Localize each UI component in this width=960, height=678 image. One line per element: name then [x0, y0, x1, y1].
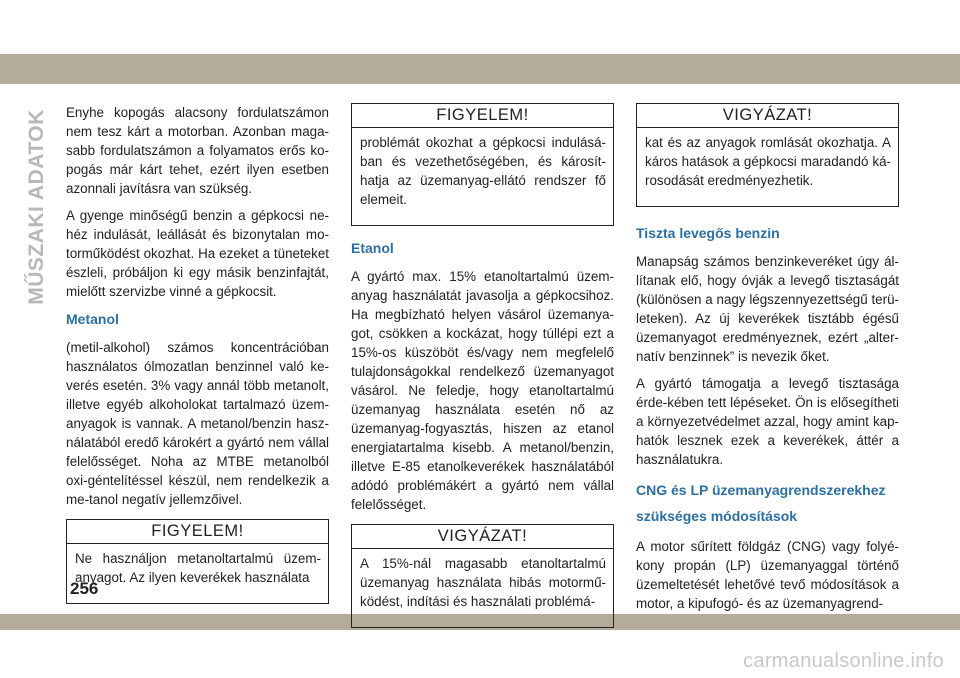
- warning-title: FIGYELEM!: [67, 520, 328, 544]
- heading-etanol: Etanol: [351, 240, 394, 256]
- column-1: [66, 103, 329, 616]
- caution-text: A 15%-nál magasabb etanoltartalmú üzemanyag használata hibás motormű-ködést, indítási és használati problémá-: [360, 556, 606, 609]
- column-2: [351, 103, 614, 640]
- paragraph-metanol: (metil-alkohol) számos koncentrációban használatos ólmozatlan benzinnel való ke-verés esetén. 3% vagy annál több metanolt, illetve egyéb alkoholokat tartalmazó üzem-anyagok is vannak. A metanol/benzin hasz-nálatából eredő károkért a gyártó nem vállal felelősséget. Noha az MTBE metanolból oxi-géntelítéssel készül, nem rendelkezik a me-tanol negatív jellemzőivel.: [66, 340, 329, 507]
- warning-text: problémát okozhat a gépkocsi indulásá-ban és vezethetőségében, és károsít-hatja az üzemanyag-ellátó rendszer fő elemeit.: [360, 135, 606, 207]
- heading-cng-lp: CNG és LP üzemanyagrendszerekhez szükséges módosítások: [636, 482, 886, 524]
- header-band: [0, 54, 960, 84]
- warning-title: FIGYELEM!: [352, 104, 613, 128]
- caution-box-etanol: [351, 524, 614, 628]
- warning-box-metanol: [66, 519, 329, 604]
- caution-title: VIGYÁZAT!: [352, 525, 613, 549]
- section-title: MŰSZAKI ADATOK: [25, 109, 49, 305]
- caution-box-continued: [636, 103, 899, 207]
- column-3: [636, 103, 899, 621]
- section-side-tab: [22, 100, 52, 314]
- heading-clean-air-gasoline: Tiszta levegős benzin: [636, 225, 780, 241]
- watermark: carmanualsonline.info: [743, 650, 944, 672]
- paragraph-knocking: Enyhe kopogás alacsony fordulatszámon nem tesz kárt a motorban. Azonban maga-sabb fordulatszámon a folyamatos erős ko-pogás már kárt tehet, ezért ilyen esetben azonnali javításra van szükség.: [66, 105, 329, 196]
- caution-title: VIGYÁZAT!: [637, 104, 898, 128]
- paragraph-clean-air-2: A gyártó támogatja a levegő tisztasága érde-kében tett lépéseket. Ön is elősegítheti a környezetvédelmet azzal, hogy amint kap-hatók lesznek ezek a keverékek, áttér a használatukra.: [636, 376, 899, 467]
- paragraph-etanol: A gyártó max. 15% etanoltartalmú üzem-anyag használatát javasolja a gépkocsihoz. Ha megbízható helyen vásárol üzemanya-got, csökken a kockázat, hogy túllépi ezt a 15%-os küszöböt és/vagy nem megfelelő tulajdonságokkal rendelkező üzemanyagot vásárol. Ne feledje, hogy etanoltartalmú üzemanyag használata esetén nő az üzemanyag-fogyasztás, hiszen az etanol energiatartalma kisebb. A metanol/benzin, illetve E-85 etanolkeverékek használatából adódó problémákért a gyártó nem vállal felelősséget.: [351, 269, 614, 512]
- heading-metanol: Metanol: [66, 311, 119, 327]
- paragraph-cng-lp: A motor sűrített földgáz (CNG) vagy folyé-kony propán (LP) üzemanyaggal történő üzemeltetését lehetővé tevő módosítások a motor, a kipufogó- és az üzemanyagrend-: [636, 539, 899, 611]
- paragraph-clean-air-1: Manapság számos benzinkeveréket úgy ál-lítanak elő, hogy óvják a levegő tisztaságát (különösen a nagy légszennyezettségű terü-leteken). Az új keverékek tisztább égésű üzemanyagot eredményeznek, ezért „alter-natív benzinnek” is nevezik őket.: [636, 254, 899, 364]
- caution-text: kat és az anyagok romlását okozhatja. A káros hatások a gépkocsi maradandó ká-rosodását eredményezhetik.: [645, 135, 891, 188]
- page-number: 256: [70, 579, 99, 598]
- paragraph-low-quality-fuel: A gyenge minőségű benzin a gépkocsi ne-héz indulását, leállását és bizonytalan mo-torműködést okozhat. Ha ezeket a tüneteket észleli, próbáljon ki egy másik benzinfajtát, mielőtt szervizbe vinné a gépkocsit.: [66, 208, 329, 299]
- warning-text: Ne használjon metanoltartalmú üzem-anyagot. Az ilyen keverékek használata: [75, 551, 321, 585]
- warning-box-continued: [351, 103, 614, 226]
